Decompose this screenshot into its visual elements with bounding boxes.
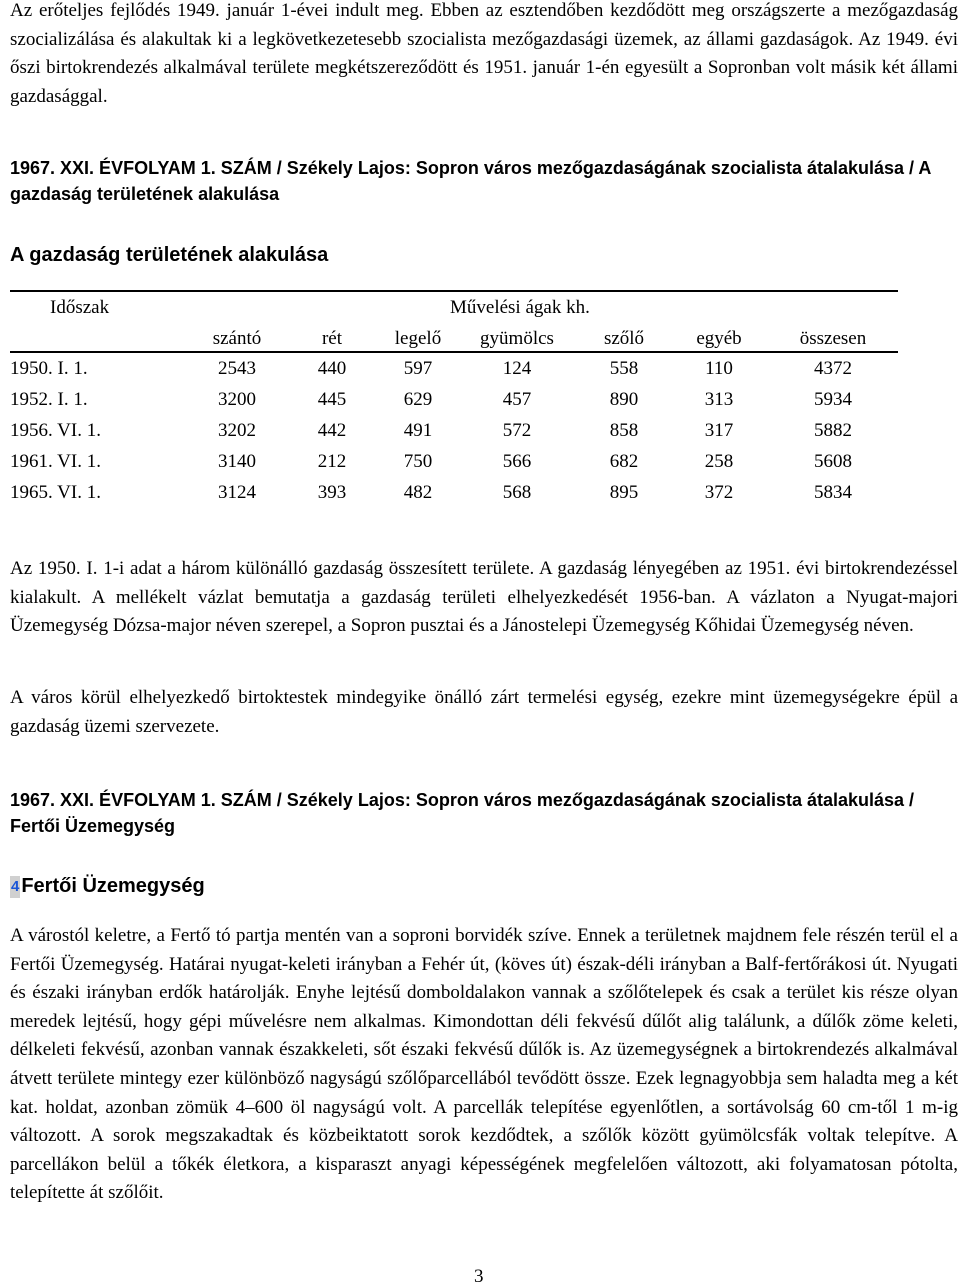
paragraph-organization: A város körül elhelyezkedő birtoktestek mindegyike önálló zárt termelési egység, ezekre mint üzemegységekre épül a gazdaság üzemi szervezete. <box>10 687 958 737</box>
intro-paragraph: Az erőteljes fejlődés 1949. január 1-évei indult meg. Ebben az esztendőben kezdődött meg országszerte a mezőgazdaság szocializálása és alakultak ki a legkövetkezetesebb szocialista mezőgazdasági üzemek, az állami gazdaságok. Az 1949. évi őszi birtokrendezés alkalmával területe megkétszereződött és 1951. január 1-én egyesült a Sopronban volt másik két állami gazdasággal. <box>10 0 958 107</box>
period-header: Időszak <box>50 297 110 318</box>
row-period: 1952. I. 1. <box>10 389 88 410</box>
table-cell: 124 <box>502 358 532 379</box>
row-period: 1956. VI. 1. <box>10 420 101 441</box>
table-cell: 3124 <box>218 482 256 503</box>
running-header-1: 1967. XXI. ÉVFOLYAM 1. SZÁM / Székely Lajos: Sopron város mezőgazdaságának szocialista átalakulása / A gazdaság területének alakulása <box>10 158 931 204</box>
table-cell: 568 <box>502 482 532 503</box>
column-header: összesen <box>799 328 867 349</box>
table-cell: 482 <box>403 482 433 503</box>
column-header: rét <box>321 328 343 349</box>
table-cell: 572 <box>502 420 532 441</box>
table-cell: 3140 <box>218 451 256 472</box>
table-cell: 372 <box>704 482 734 503</box>
column-header: egyéb <box>696 328 742 349</box>
paragraph-note: Az 1950. I. 1-i adat a három különálló gazdaság összesített területe. A gazdaság lényegében az 1951. évi birtokrendezéssel kialakult. A mellékelt vázlat bemutatja a gazdaság területi elhelyezkedését 1956-ban. A vázlaton a Nyugat-majori Üzemegység Dózsa-major néven szerepel, a Sopron pusztai és a Jánostelepi Üzemegység Kőhidai Üzemegység néven. <box>10 558 958 636</box>
column-header: legelő <box>394 328 442 349</box>
column-header: gyümölcs <box>480 328 554 349</box>
paragraph-ferto: A várostól keletre, a Fertő tó partja mentén van a soproni borvidék szíve. Ennek a területnek majdnem fele részén terül el a Fertői Üzemegység. Határai nyugat-keleti irányban a Fehér út, (köves út) észak-déli irányban a Balf-fertőrákosi út. Nyugati és északi irányban erdők határolják. Enyhe lejtésű domboldalakon vannak a szőlőtelepek és csak a terület kis része olyan meredek lejtésű, hogy gépi művelésre nem alkalmas. Kimondottan déli fekvésű dűlőt alig találunk, a dűlők zöme keleti, délkeleti fekvésű, azonban vannak északkeleti, sőt északi fekvésű dűlők is. Az üzemegységnek a birtokrendezés alkalmával átvett területe mintegy ezer különböző nagyságú szőlőparcellából tevődött össze. Ezek legnagyobbja sem haladta meg a két kat. holdat, azonban zömük 4–600 öl nagyságú volt. A parcellák telepítése egyenlőtlen, a sortávolság 60 cm-től 1 m-ig változott. A sorok megszakadtak és közbeiktatott sorok kezdődtek, a szőlők között gyümölcsfák voltak telepítve. A parcellákon belül a tőkék életkora, a kisparaszt anyagi képességének megfelelően változott, aki folyamatosan pótolta, telepítette át szőlőit. <box>10 925 958 1204</box>
row-period: 1965. VI. 1. <box>10 482 101 503</box>
table-cell: 5882 <box>814 420 852 441</box>
table-cell: 3202 <box>218 420 256 441</box>
table-cell: 890 <box>609 389 639 410</box>
table-cell: 457 <box>502 389 532 410</box>
table-cell: 566 <box>502 451 532 472</box>
section-title-ferto <box>10 873 205 899</box>
table-cell: 750 <box>403 451 433 472</box>
page-number: 3 <box>474 1266 484 1287</box>
table-cell: 5608 <box>814 451 852 472</box>
section-title-area: A gazdaság területének alakulása <box>10 244 329 266</box>
table-cell: 393 <box>317 482 347 503</box>
cultivation-group-header: Művelési ágak kh. <box>450 297 590 318</box>
row-period: 1961. VI. 1. <box>10 451 101 472</box>
table-cell: 682 <box>609 451 639 472</box>
table-cell: 895 <box>609 482 639 503</box>
table-top-rule <box>10 290 898 292</box>
table-cell: 4372 <box>814 358 852 379</box>
table-cell: 445 <box>317 389 347 410</box>
table-cell: 558 <box>609 358 639 379</box>
table-cell: 597 <box>403 358 433 379</box>
table-header-rule <box>10 351 898 353</box>
table-cell: 313 <box>704 389 734 410</box>
table-cell: 317 <box>704 420 734 441</box>
table-cell: 5834 <box>814 482 852 503</box>
table-cell: 2543 <box>218 358 256 379</box>
column-header: szőlő <box>603 328 645 349</box>
anchor-marker: 4 <box>10 876 20 898</box>
column-header: szántó <box>212 328 262 349</box>
table-cell: 858 <box>609 420 639 441</box>
table-cell: 629 <box>403 389 433 410</box>
table-cell: 491 <box>403 420 433 441</box>
table-cell: 3200 <box>218 389 256 410</box>
running-header-2: 1967. XXI. ÉVFOLYAM 1. SZÁM / Székely Lajos: Sopron város mezőgazdaságának szocialista átalakulása / Fertői Üzemegység <box>10 790 915 836</box>
table-cell: 258 <box>704 451 734 472</box>
table-cell: 5934 <box>814 389 852 410</box>
table-cell: 212 <box>317 451 347 472</box>
table-cell: 440 <box>317 358 347 379</box>
table-cell: 110 <box>705 358 733 379</box>
section-title-text: Fertői Üzemegység <box>21 875 205 897</box>
table-cell: 442 <box>317 420 347 441</box>
row-period: 1950. I. 1. <box>10 358 88 379</box>
